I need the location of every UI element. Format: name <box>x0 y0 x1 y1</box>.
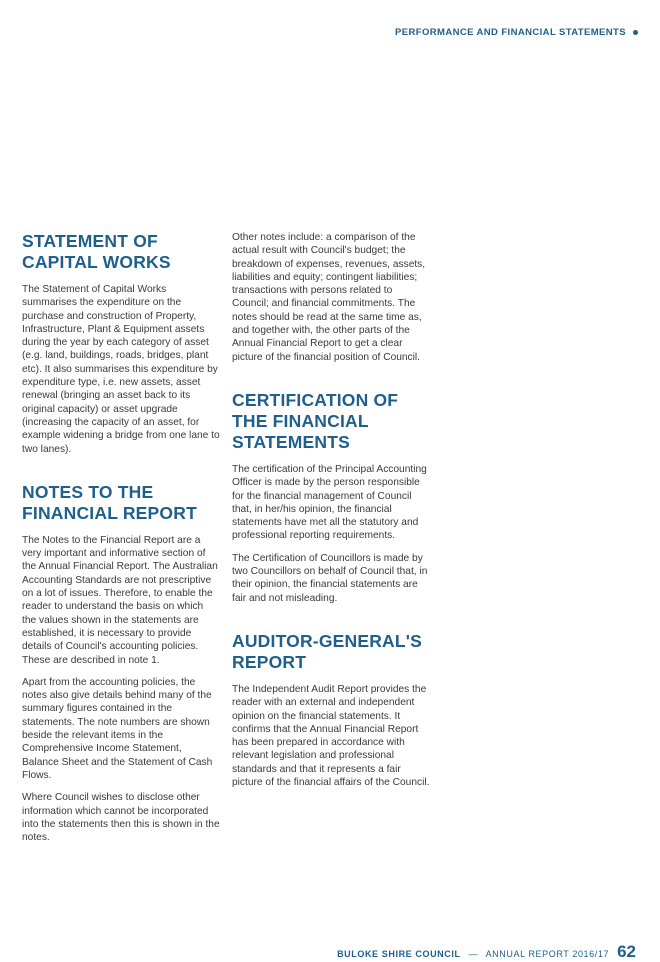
footer-org: BULOKE SHIRE COUNCIL <box>337 949 461 959</box>
capital-works-heading: STATEMENT OF CAPITAL WORKS <box>22 231 171 272</box>
left-column <box>22 231 220 853</box>
page-number: 62 <box>617 942 636 961</box>
auditor-heading: AUDITOR-GENERAL'S REPORT <box>232 630 423 672</box>
certification-paragraph-1: The certification of the Principal Accounting Officer is made by the person responsible for the financial management of Council that, in her/his opinion, the financial statements have met all the statutory and professional reporting requirements. <box>232 463 427 542</box>
section-title: PERFORMANCE AND FINANCIAL STATEMENTS <box>395 27 626 38</box>
right-column <box>232 231 430 798</box>
auditor-paragraph: The Independent Audit Report provides the reader with an external and independent opinion on the financial statements. It confirms that the Annual Financial Report has been prepared in accordance with relevant legislation and professional standards and that it represents a fair picture of the financial affairs of the Council. <box>232 683 430 789</box>
footer-separator: — <box>468 949 478 959</box>
notes-paragraph-1: The Notes to the Financial Report are a very important and informative section of the Annual Financial Report. The Australian Accounting Standards are not prescriptive on a lot of issues. Therefore, to enable the reader to understand the basis on which the values shown in the statements are established, it is necessary to provide details of Council's accounting policies. These are described in note 1. <box>22 534 218 666</box>
section-header <box>395 27 638 38</box>
page-footer <box>337 942 636 962</box>
notes-paragraph-3: Where Council wishes to disclose other information which cannot be incorporated into the statements then this is shown in the notes. <box>22 792 220 844</box>
footer-report-title: ANNUAL REPORT 2016/17 <box>485 949 610 959</box>
other-notes-paragraph: Other notes include: a comparison of the actual result with Council's budget; the breakdown of expenses, revenues, assets, liabilities and equity; contingent liabilities; transactions with persons related to Council; and financial commitments. The notes should be read at the same time as, and together with, the other parts of the Annual Financial Report to get a clear picture of the financial position of Council. <box>232 232 426 363</box>
notes-heading: NOTES TO THE FINANCIAL REPORT <box>22 481 197 523</box>
notes-paragraph-2: Apart from the accounting policies, the notes also give details behind many of the summary figures contained in the statements. The note numbers are shown beside the relevant items in the Comprehensive Income Statement, Balance Sheet and the Statement of Cash Flows. <box>22 676 213 781</box>
certification-paragraph-2: The Certification of Councillors is made by two Councillors on behalf of Council that, in their opinion, the financial statements are fair and not misleading. <box>232 552 428 604</box>
header-bullet-icon <box>633 30 638 35</box>
capital-works-paragraph: The Statement of Capital Works summarises the expenditure on the purchase and construction of Property, Infrastructure, Plant & Equipment assets during the year by each category of asset (e.g. land, buildings, roads, bridges, plant etc). It also summarises this expenditure by expenditure type, i.e. new assets, asset renewal (bringing an asset back to its original capacity) or asset upgrade (increasing the capacity of an asset, for example widening a bridge from one lane to two lanes). <box>22 284 220 455</box>
certification-heading: CERTIFICATION OF THE FINANCIAL STATEMENTS <box>232 389 399 452</box>
